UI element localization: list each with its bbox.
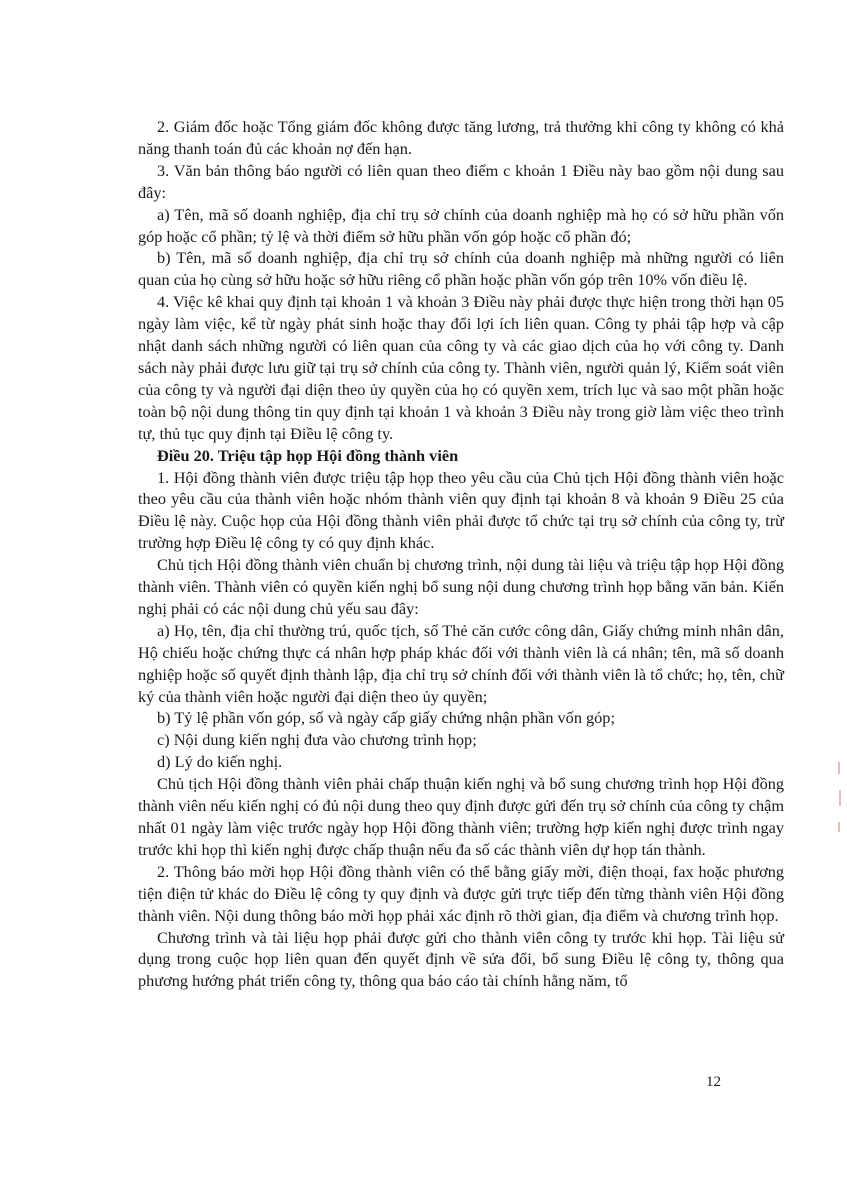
- paragraph: b) Tên, mã số doanh nghiệp, địa chỉ trụ sở chính của doanh nghiệp mà những người có liên quan của họ cùng sở hữu hoặc sở hữu riêng cổ phần hoặc phần vốn góp trên 10% vốn điều lệ.: [138, 248, 784, 290]
- paragraph: a) Tên, mã số doanh nghiệp, địa chỉ trụ sở chính của doanh nghiệp mà họ có sở hữu phần vốn góp hoặc cổ phần; tỷ lệ và thời điểm sở hữu phần vốn góp hoặc cổ phần đó;: [138, 204, 784, 246]
- scan-edge-mark: [838, 762, 840, 774]
- paragraph: Chương trình và tài liệu họp phải được gửi cho thành viên công ty trước khi họp. Tài liệu sử dụng trong cuộc họp liên quan đến quyết định về sửa đổi, bổ sung Điều lệ công ty, thông qua phương hướng phát triển công ty, thông qua báo cáo tài chính hằng năm, tổ: [138, 927, 784, 991]
- paragraph: 4. Việc kê khai quy định tại khoản 1 và khoản 3 Điều này phải được thực hiện trong thời hạn 05 ngày làm việc, kể từ ngày phát sinh hoặc thay đổi lợi ích liên quan. Công ty phải tập hợp và cập nhật danh sách những người có liên quan của công ty và các giao dịch của họ với công ty. Danh sách này phải được lưu giữ tại trụ sở chính của công ty. Thành viên, người quản lý, Kiểm soát viên của công ty và người đại diện theo ủy quyền của họ có quyền xem, trích lục và sao một phần hoặc toàn bộ nội dung thông tin quy định tại khoản 1 và khoản 3 Điều này trong giờ làm việc theo trình tự, thủ tục quy định tại Điều lệ công ty.: [138, 292, 784, 443]
- page-number: 12: [706, 1074, 721, 1090]
- scan-edge-mark: [839, 790, 841, 806]
- article-heading: Điều 20. Triệu tập họp Hội đồng thành viên: [157, 445, 459, 465]
- paragraph: 3. Văn bản thông báo người có liên quan theo điểm c khoản 1 Điều này bao gồm nội dung sau đây:: [138, 160, 784, 202]
- paragraph: 1. Hội đồng thành viên được triệu tập họp theo yêu cầu của Chủ tịch Hội đồng thành viên hoặc theo yêu cầu của thành viên hoặc nhóm thành viên quy định tại khoản 8 và khoản 9 Điều 25 của Điều lệ này. Cuộc họp của Hội đồng thành viên phải được tổ chức tại trụ sở chính của công ty, trừ trường hợp Điều lệ công ty có quy định khác.: [138, 467, 784, 553]
- paragraph: Chủ tịch Hội đồng thành viên phải chấp thuận kiến nghị và bổ sung chương trình họp Hội đồng thành viên nếu kiến nghị có đủ nội dung theo quy định được gửi đến trụ sở chính của công ty chậm nhất 01 ngày làm việc trước ngày họp Hội đồng thành viên; trường hợp kiến nghị được trình ngay trước khi họp thì kiến nghị được chấp thuận nếu đa số các thành viên dự họp tán thành.: [138, 774, 784, 859]
- paragraph: 2. Thông báo mời họp Hội đồng thành viên có thể bằng giấy mời, điện thoại, fax hoặc phương tiện điện tử khác do Điều lệ công ty quy định và được gửi trực tiếp đến từng thành viên Hội đồng thành viên. Nội dung thông báo mời họp phải xác định rõ thời gian, địa điểm và chương trình họp.: [138, 861, 784, 925]
- paragraph: Chủ tịch Hội đồng thành viên chuẩn bị chương trình, nội dung tài liệu và triệu tập họp Hội đồng thành viên. Thành viên có quyền kiến nghị bổ sung nội dung chương trình họp bằng văn bản. Kiến nghị phải có các nội dung chủ yếu sau đây:: [138, 555, 784, 618]
- paragraph: d) Lý do kiến nghị.: [157, 752, 283, 772]
- paragraph: a) Họ, tên, địa chỉ thường trú, quốc tịch, số Thẻ căn cước công dân, Giấy chứng minh nhân dân, Hộ chiếu hoặc chứng thực cá nhân hợp pháp khác đối với thành viên là cá nhân; tên, mã số doanh nghiệp hoặc số quyết định thành lập, địa chỉ trụ sở chính đối với thành viên là tổ chức; họ, tên, chữ ký của thành viên hoặc người đại diện theo ủy quyền;: [138, 620, 784, 706]
- document-body: [138, 116, 784, 992]
- scan-edge-mark: [838, 822, 840, 832]
- paragraph: 2. Giám đốc hoặc Tổng giám đốc không được tăng lương, trả thưởng khi công ty không có khả năng thanh toán đủ các khoản nợ đến hạn.: [138, 117, 784, 158]
- paragraph: b) Tỷ lệ phần vốn góp, số và ngày cấp giấy chứng nhận phần vốn góp;: [157, 708, 615, 728]
- paragraph: c) Nội dung kiến nghị đưa vào chương trình họp;: [157, 730, 477, 750]
